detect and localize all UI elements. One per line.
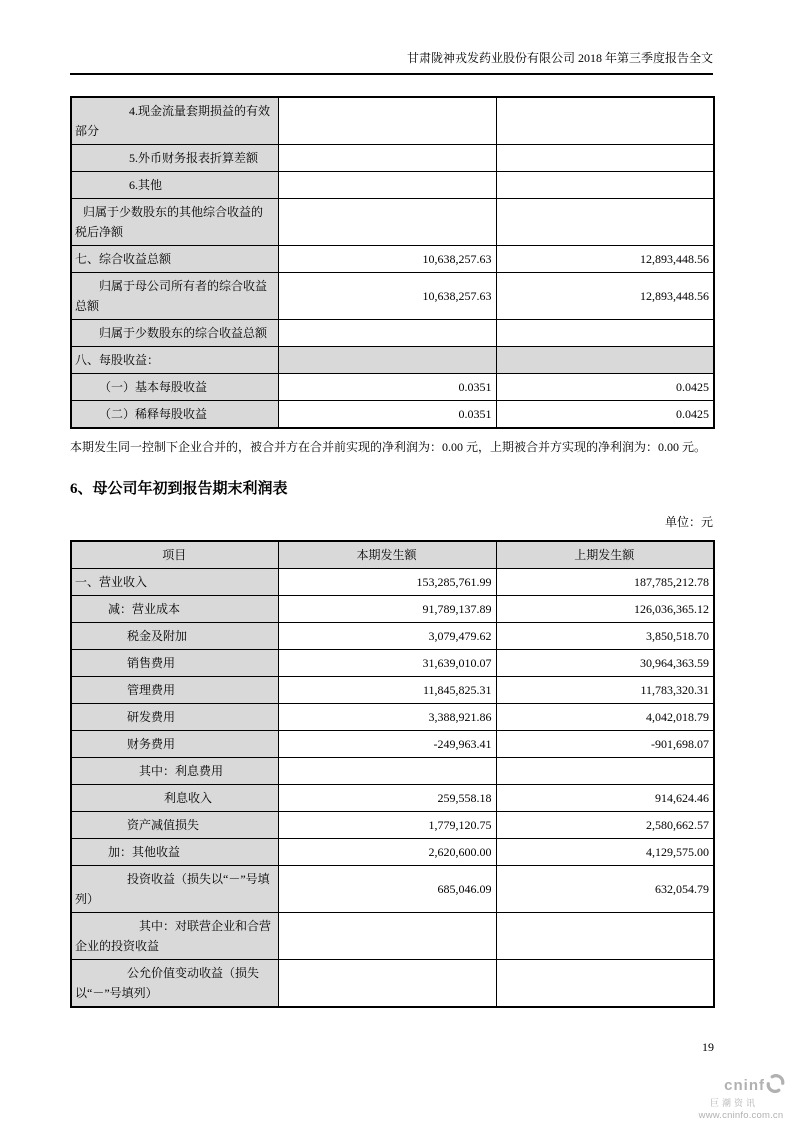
item-label-cell: 投资收益（损失以“－”号填列） bbox=[71, 866, 278, 913]
table-header-row bbox=[71, 541, 714, 569]
current-amount-cell bbox=[278, 913, 496, 960]
prior-amount-cell: 30,964,363.59 bbox=[496, 650, 714, 677]
item-label-cell: 研发费用 bbox=[71, 704, 278, 731]
item-label-cell: 资产减值损失 bbox=[71, 812, 278, 839]
prior-amount-cell bbox=[496, 320, 714, 347]
item-label-cell: 减：营业成本 bbox=[71, 596, 278, 623]
item-label-cell: 财务费用 bbox=[71, 731, 278, 758]
item-label-cell: 其中：对联营企业和合营企业的投资收益 bbox=[71, 913, 278, 960]
prior-amount-cell bbox=[496, 199, 714, 246]
table-row bbox=[71, 172, 714, 199]
table-row bbox=[71, 704, 714, 731]
item-label-cell: 管理费用 bbox=[71, 677, 278, 704]
item-label-cell: 归属于母公司所有者的综合收益总额 bbox=[71, 273, 278, 320]
page-number: 19 bbox=[702, 1040, 714, 1054]
prior-amount-cell bbox=[496, 913, 714, 960]
current-amount-cell: 153,285,761.99 bbox=[278, 569, 496, 596]
item-label-cell: 加：其他收益 bbox=[71, 839, 278, 866]
item-label-cell: 一、营业收入 bbox=[71, 569, 278, 596]
cninfo-brand-text: cninf bbox=[724, 1077, 765, 1094]
table-row bbox=[71, 677, 714, 704]
prior-amount-cell: 12,893,448.56 bbox=[496, 246, 714, 273]
table-row bbox=[71, 401, 714, 429]
col-header-item: 项目 bbox=[71, 541, 278, 569]
item-label-cell: 4.现金流量套期损益的有效部分 bbox=[71, 97, 278, 145]
current-amount-cell: 0.0351 bbox=[278, 374, 496, 401]
parent-income-statement-table bbox=[70, 540, 715, 1008]
prior-amount-cell bbox=[496, 960, 714, 1008]
prior-amount-cell bbox=[496, 97, 714, 145]
section-title: 6、母公司年初到报告期末利润表 bbox=[70, 481, 288, 497]
current-amount-cell: 10,638,257.63 bbox=[278, 273, 496, 320]
table-row bbox=[71, 273, 714, 320]
table-row bbox=[71, 569, 714, 596]
current-amount-cell bbox=[278, 758, 496, 785]
cninfo-swirl-icon bbox=[766, 1074, 785, 1097]
table-row bbox=[71, 374, 714, 401]
table-row bbox=[71, 347, 714, 374]
prior-amount-cell: 4,042,018.79 bbox=[496, 704, 714, 731]
table-row bbox=[71, 785, 714, 812]
current-amount-cell bbox=[278, 199, 496, 246]
current-amount-cell bbox=[278, 347, 496, 374]
current-amount-cell: 3,079,479.62 bbox=[278, 623, 496, 650]
current-amount-cell bbox=[278, 172, 496, 199]
item-label-cell: 5.外币财务报表折算差额 bbox=[71, 145, 278, 172]
current-amount-cell: 11,845,825.31 bbox=[278, 677, 496, 704]
cninfo-url-text: www.cninfo.com.cn bbox=[698, 1110, 784, 1121]
item-label-cell: 归属于少数股东的综合收益总额 bbox=[71, 320, 278, 347]
prior-amount-cell bbox=[496, 758, 714, 785]
prior-amount-cell: 0.0425 bbox=[496, 374, 714, 401]
prior-amount-cell: 4,129,575.00 bbox=[496, 839, 714, 866]
item-label-cell: 归属于少数股东的其他综合收益的税后净额 bbox=[71, 199, 278, 246]
item-label-cell: 税金及附加 bbox=[71, 623, 278, 650]
item-label-cell: 6.其他 bbox=[71, 172, 278, 199]
current-amount-cell: 3,388,921.86 bbox=[278, 704, 496, 731]
table-row bbox=[71, 145, 714, 172]
unit-label: 单位：元 bbox=[664, 515, 713, 529]
prior-amount-cell: 0.0425 bbox=[496, 401, 714, 429]
table-row bbox=[71, 650, 714, 677]
current-amount-cell bbox=[278, 960, 496, 1008]
item-label-cell: （二）稀释每股收益 bbox=[71, 401, 278, 429]
item-label-cell: 销售费用 bbox=[71, 650, 278, 677]
current-amount-cell: 31,639,010.07 bbox=[278, 650, 496, 677]
table-row bbox=[71, 960, 714, 1008]
table-row bbox=[71, 246, 714, 273]
table-row bbox=[71, 812, 714, 839]
cninfo-logo bbox=[695, 1074, 787, 1121]
table-row bbox=[71, 596, 714, 623]
table-row bbox=[71, 913, 714, 960]
report-header-title: 甘肃陇神戎发药业股份有限公司 2018 年第三季度报告全文 bbox=[406, 51, 713, 65]
table-row bbox=[71, 731, 714, 758]
current-amount-cell bbox=[278, 97, 496, 145]
prior-amount-cell: 914,624.46 bbox=[496, 785, 714, 812]
merger-note: 本期发生同一控制下企业合并的，被合并方在合并前实现的净利润为：0.00 元，上期被合并方实现的净利润为：0.00 元。 bbox=[70, 440, 707, 454]
col-header-current-period: 本期发生额 bbox=[278, 541, 496, 569]
item-label-cell: 公允价值变动收益（损失以“－”号填列） bbox=[71, 960, 278, 1008]
prior-amount-cell bbox=[496, 145, 714, 172]
prior-amount-cell bbox=[496, 172, 714, 199]
table-row bbox=[71, 866, 714, 913]
prior-amount-cell: 12,893,448.56 bbox=[496, 273, 714, 320]
item-label-cell: 八、每股收益： bbox=[71, 347, 278, 374]
current-amount-cell: 685,046.09 bbox=[278, 866, 496, 913]
prior-amount-cell: 3,850,518.70 bbox=[496, 623, 714, 650]
table-row bbox=[71, 320, 714, 347]
table-row bbox=[71, 97, 714, 145]
current-amount-cell: 91,789,137.89 bbox=[278, 596, 496, 623]
prior-amount-cell: -901,698.07 bbox=[496, 731, 714, 758]
col-header-prior-period: 上期发生额 bbox=[496, 541, 714, 569]
prior-amount-cell: 11,783,320.31 bbox=[496, 677, 714, 704]
current-amount-cell: 10,638,257.63 bbox=[278, 246, 496, 273]
prior-amount-cell: 187,785,212.78 bbox=[496, 569, 714, 596]
table-row bbox=[71, 758, 714, 785]
prior-amount-cell: 2,580,662.57 bbox=[496, 812, 714, 839]
current-amount-cell: 259,558.18 bbox=[278, 785, 496, 812]
current-amount-cell: 2,620,600.00 bbox=[278, 839, 496, 866]
cninfo-caption-text: 巨潮资讯 bbox=[709, 1098, 758, 1108]
item-label-cell: 利息收入 bbox=[71, 785, 278, 812]
prior-amount-cell bbox=[496, 347, 714, 374]
item-label-cell: 七、综合收益总额 bbox=[71, 246, 278, 273]
table-row bbox=[71, 839, 714, 866]
table-row bbox=[71, 623, 714, 650]
current-amount-cell: 0.0351 bbox=[278, 401, 496, 429]
header-divider bbox=[70, 73, 713, 75]
item-label-cell: （一）基本每股收益 bbox=[71, 374, 278, 401]
current-amount-cell: -249,963.41 bbox=[278, 731, 496, 758]
table-row bbox=[71, 199, 714, 246]
prior-amount-cell: 632,054.79 bbox=[496, 866, 714, 913]
current-amount-cell bbox=[278, 320, 496, 347]
current-amount-cell: 1,779,120.75 bbox=[278, 812, 496, 839]
comprehensive-income-table bbox=[70, 96, 715, 429]
prior-amount-cell: 126,036,365.12 bbox=[496, 596, 714, 623]
current-amount-cell bbox=[278, 145, 496, 172]
item-label-cell: 其中：利息费用 bbox=[71, 758, 278, 785]
